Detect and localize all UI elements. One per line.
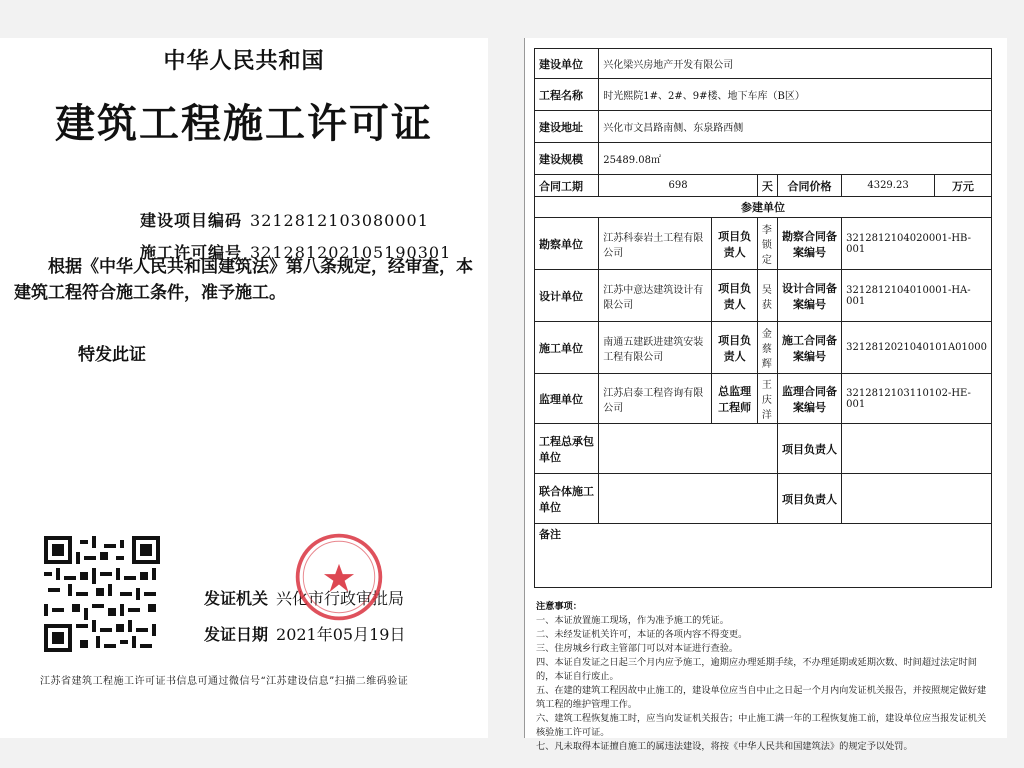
contract-period-unit: 天 [757, 175, 777, 197]
participant-contract-label: 勘察合同备案编号 [777, 218, 841, 270]
contract-period-label: 合同工期 [535, 175, 599, 197]
participant-role: 施工单位 [535, 322, 599, 374]
participant-contract-label: 设计合同备案编号 [777, 270, 841, 322]
general-contractor-value [599, 424, 778, 474]
participant-role: 勘察单位 [535, 218, 599, 270]
issue-date-row [204, 622, 405, 645]
consortium-value [599, 474, 778, 524]
participant-row-supervision [535, 374, 992, 424]
note-item: 三、住房城乡行政主管部门可以对本证进行查验。 [536, 643, 739, 654]
project-info-table [534, 48, 992, 588]
remarks-label: 备注 [539, 528, 561, 541]
project-name-row [535, 79, 992, 111]
participant-person-label: 项目负责人 [712, 218, 757, 270]
issue-date-value: 2021年05月19日 [276, 625, 406, 644]
scale-value: 25489.08㎡ [599, 143, 992, 175]
permit-number-label: 施工许可编号 [140, 243, 243, 262]
project-name-label: 工程名称 [535, 79, 599, 111]
contract-price-value: 4329.23 [842, 175, 935, 197]
note-item: 六、建筑工程恢复施工时，应当向发证机关报告；中止施工满一年的工程恢复施工前，建设单位应当报发证机关核验施工许可证。 [536, 713, 987, 738]
note-item: 二、未经发证机关许可，本证的各项内容不得变更。 [536, 629, 748, 640]
note-item: 五、在建的建筑工程因故中止施工的，建设单位应当自中止之日起一个月内向发证机关报告，并按照规定做好建筑工程的维护管理工作。 [536, 685, 987, 710]
participant-role: 监理单位 [535, 374, 599, 424]
note-item: 四、本证自发证之日起三个月内应予施工，逾期应办理延期手续，不办理延期或延期次数、时间超过法定时间的，本证自行废止。 [536, 657, 977, 682]
participant-contract-label: 施工合同备案编号 [777, 322, 841, 374]
remarks-row [535, 524, 992, 588]
legal-basis-text: 根据《中华人民共和国建筑法》第八条规定，经审查，本建筑工程符合施工条件，准予施工。 [14, 257, 473, 303]
contract-price-label: 合同价格 [777, 175, 841, 197]
consortium-lead-value [842, 474, 992, 524]
participant-person-label: 项目负责人 [712, 322, 757, 374]
consortium-lead-label: 项目负责人 [777, 474, 841, 524]
participants-header-row [535, 197, 992, 218]
participant-row-construction [535, 322, 992, 374]
general-contractor-label: 工程总承包单位 [535, 424, 599, 474]
participant-person-label: 总监理工程师 [712, 374, 757, 424]
project-code-value: 3212812103080001 [250, 211, 429, 230]
participant-person: 吴获 [757, 270, 777, 322]
general-contractor-row [535, 424, 992, 474]
notes-title: 注意事项： [536, 601, 582, 612]
consortium-label: 联合体施工单位 [535, 474, 599, 524]
participant-contract-no: 3212812103110102-HE-001 [842, 374, 992, 424]
notes-section [536, 600, 990, 754]
participant-company: 江苏中意达建筑设计有限公司 [599, 270, 712, 322]
permit-number-value: 321281202105190301 [250, 243, 452, 262]
note-item: 七、凡未取得本证擅自施工的属违法建设，将按《中华人民共和国建筑法》的规定予以处罚。 [536, 741, 913, 752]
participants-header: 参建单位 [535, 197, 992, 218]
general-contractor-lead-value [842, 424, 992, 474]
address-row [535, 111, 992, 143]
participant-contract-label: 监理合同备案编号 [777, 374, 841, 424]
contract-row [535, 175, 992, 197]
participant-company: 江苏启泰工程咨询有限公司 [599, 374, 712, 424]
verification-footnote: 江苏省建筑工程施工许可证书信息可通过微信号“江苏建设信息”扫描二维码验证 [40, 676, 409, 687]
participant-person: 金蔡辉 [757, 322, 777, 374]
participant-contract-no: 3212812104020001-HB-001 [842, 218, 992, 270]
issuing-authority-value: 兴化市行政审批局 [276, 589, 405, 608]
participant-row-survey [535, 218, 992, 270]
builder-label: 建设单位 [535, 49, 599, 79]
participant-row-design [535, 270, 992, 322]
participant-person: 李锁定 [757, 218, 777, 270]
participant-role: 设计单位 [535, 270, 599, 322]
project-code-line [140, 208, 429, 231]
contract-period-value: 698 [599, 175, 758, 197]
scale-row [535, 143, 992, 175]
general-contractor-lead-label: 项目负责人 [777, 424, 841, 474]
consortium-row [535, 474, 992, 524]
participant-person: 王庆洋 [757, 374, 777, 424]
issue-date-label: 发证日期 [204, 625, 269, 644]
participant-contract-no: 3212812021040101A01000 [842, 322, 992, 374]
contract-price-unit: 万元 [934, 175, 991, 197]
participant-contract-no: 3212812104010001-HA-001 [842, 270, 992, 322]
note-item: 一、本证放置施工现场，作为准予施工的凭证。 [536, 615, 729, 626]
builder-value: 兴化梁兴房地产开发有限公司 [599, 49, 992, 79]
builder-row [535, 49, 992, 79]
address-value: 兴化市文昌路南侧、东泉路西侧 [599, 111, 992, 143]
participant-person-label: 项目负责人 [712, 270, 757, 322]
remarks-cell [535, 524, 992, 588]
address-label: 建设地址 [535, 111, 599, 143]
country-heading: 中华人民共和国 [163, 48, 325, 74]
issuing-authority-label: 发证机关 [204, 589, 269, 608]
scale-label: 建设规模 [535, 143, 599, 175]
project-code-label: 建设项目编码 [140, 211, 243, 230]
official-seal-icon [292, 530, 386, 624]
participant-company: 江苏科泰岩土工程有限公司 [599, 218, 712, 270]
project-name-value: 时光熙院1#、2#、9#楼、地下车库（B区） [599, 79, 992, 111]
certificate-title: 建筑工程施工许可证 [55, 100, 433, 147]
special-issue-text: 特发此证 [78, 345, 146, 365]
participant-company: 南通五建跃进建筑安装工程有限公司 [599, 322, 712, 374]
qr-code-icon[interactable] [44, 536, 160, 652]
